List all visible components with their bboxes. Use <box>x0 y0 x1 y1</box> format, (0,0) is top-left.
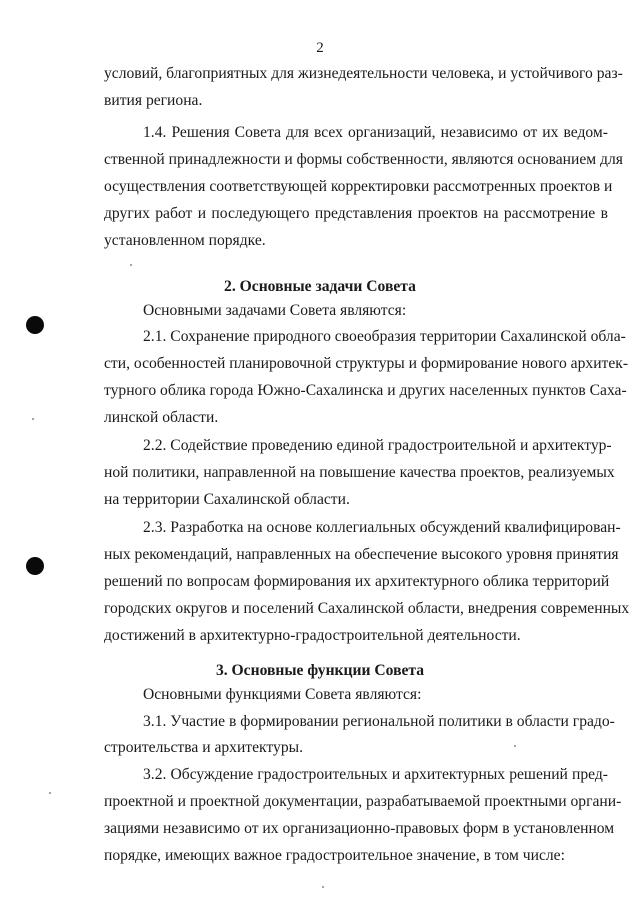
text-line: турного облика города Южно-Сахалинска и других населенных пунктов Саха- <box>104 382 627 399</box>
text-line: 2.3. Разработка на основе коллегиальных обсуждений квалифицирован- <box>143 519 621 536</box>
text-line: других работ и последующего представления проектов на рассмотрение в <box>104 205 608 222</box>
text-line: Основными функциями Совета являются: <box>143 686 422 703</box>
text-line: 1.4. Решения Совета для всех организаций, независимо от их ведом- <box>143 124 608 141</box>
text-line: 2.1. Сохранение природного своеобразия территории Сахалинской обла- <box>143 328 626 345</box>
text-line: 3.2. Обсуждение градостроительных и архитектурных решений пред- <box>143 766 608 783</box>
hole-punch-mark <box>26 316 44 334</box>
text-line: условий, благоприятных для жизнедеятельности человека, и устойчивого раз- <box>104 65 623 82</box>
text-line: проектной и проектной документации, разрабатываемой проектными органи- <box>104 793 622 810</box>
text-line: на территории Сахалинской области. <box>104 491 350 508</box>
text-line: ной политики, направленной на повышение качества проектов, реализуемых <box>104 464 615 481</box>
section-heading: 3. Основные функции Совета <box>215 662 425 679</box>
text-line: установленном порядке. <box>104 232 266 249</box>
text-line: осуществления соответствующей корректировки рассмотренных проектов и <box>104 178 613 195</box>
text-line: зациями независимо от их организационно-правовых форм в установленном <box>104 820 615 837</box>
text-line: ных рекомендаций, направленных на обеспечение высокого уровня принятия <box>104 546 619 563</box>
hole-punch-mark <box>26 557 44 575</box>
section-heading: 2. Основные задачи Совета <box>224 278 416 295</box>
text-line: линской области. <box>104 409 219 426</box>
text-line: решений по вопросам формирования их архитектурного облика территорий <box>104 573 610 590</box>
scan-speck <box>514 745 516 747</box>
page-number: 2 <box>316 40 324 56</box>
text-line: достижений в архитектурно-градостроительной деятельности. <box>104 627 521 644</box>
text-line: порядке, имеющих важное градостроительное значение, в том числе: <box>104 847 565 864</box>
text-line: строительства и архитектуры. <box>104 739 303 756</box>
scan-speck <box>322 886 324 888</box>
text-line: городских округов и поселений Сахалинской области, внедрения современных <box>104 600 630 617</box>
text-line: Основными задачами Совета являются: <box>143 302 407 319</box>
text-line: 3.1. Участие в формировании региональной политики в области градо- <box>143 713 615 730</box>
scan-speck <box>130 264 132 266</box>
scan-speck <box>32 418 34 420</box>
text-line: вития региона. <box>104 92 203 109</box>
text-line: 2.2. Содействие проведению единой градостроительной и архитектур- <box>143 437 612 454</box>
text-line: сти, особенностей планировочной структуры и формирование нового архитек- <box>104 355 629 372</box>
text-line: ственной принадлежности и формы собственности, являются основанием для <box>104 151 623 168</box>
scan-speck <box>49 792 51 794</box>
